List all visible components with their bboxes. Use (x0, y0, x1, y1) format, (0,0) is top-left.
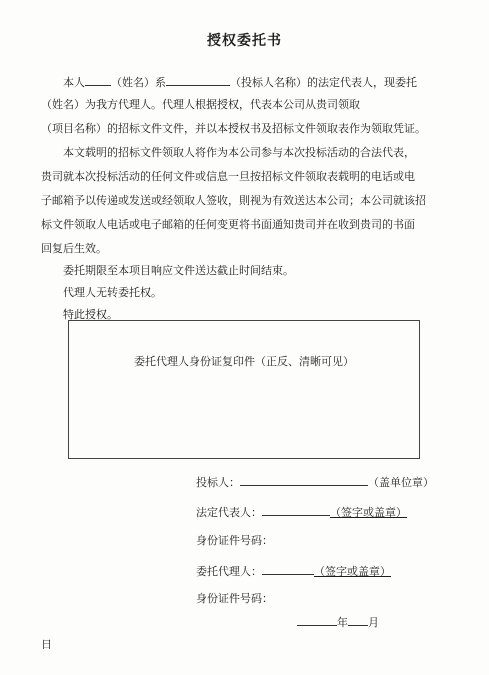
year-blank (297, 614, 337, 626)
bidder-signature-row (196, 474, 434, 490)
para4-no-subdelegation: 代理人无转委托权。 (63, 286, 162, 299)
para1-line2: （姓名）为我方代理人。代理人根据授权，代表本公司从贵司领取 (41, 98, 360, 111)
agent-id-row: 身份证件号码： (196, 592, 273, 605)
agent-sign-note: （签字或盖章） (314, 565, 391, 578)
para3-term: 委托期限至本项目响应文件送达截止时间结束。 (63, 264, 294, 277)
para2-line4: 标文件领取人电话或电子邮箱的任何变更将书面通知贵司并在收到贵司的书面 (41, 218, 415, 231)
para5-hereby-authorize: 特此授权。 (63, 308, 118, 321)
day-label: 日 (41, 638, 52, 651)
bidder-seal-note: （盖单位章） (368, 476, 434, 489)
para2-line3: 子邮箱予以传递或发送或经领取人签收，則视为有效送达本公司；本公司就该招 (41, 194, 426, 207)
date-row (297, 614, 379, 630)
para2-line1: 本文载明的招标文件领取人将作为本公司参与本次投标活动的合法代表， (63, 146, 415, 159)
para1-legal-rep-text: （投标人名称）的法定代表人，现委托 (230, 76, 417, 89)
document-title: 授权委托书 (207, 33, 282, 49)
agent-signature-line (262, 563, 314, 575)
id-copy-box (68, 320, 420, 459)
legal-rep-sign-note: （签字或盖章） (330, 506, 407, 519)
legal-rep-id-row: 身份证件号码： (196, 534, 273, 547)
year-label: 年 (337, 616, 348, 629)
bidder-signature-line (240, 474, 368, 486)
para2-line2: 贵司就本次投标活动的任何文件或信息一旦按招标文件领取表载明的电话或电 (41, 170, 415, 183)
legal-rep-signature-line (262, 504, 330, 516)
agent-label: 委托代理人： (196, 565, 262, 578)
legal-rep-signature-row (196, 504, 407, 520)
month-blank (348, 614, 368, 626)
agent-signature-row (196, 563, 391, 579)
legal-rep-label: 法定代表人： (196, 506, 262, 519)
para1-principal-label: 本人 (63, 76, 85, 89)
month-label: 月 (368, 616, 379, 629)
para1-line3: （项目名称）的招标文件文件，并以本授权书及招标文件领取表作为领取凭证。 (41, 122, 426, 135)
para1-line1 (63, 74, 417, 90)
principal-name-blank (85, 74, 111, 86)
id-copy-box-label: 委托代理人身份证复印件（正反、清晰可见） (134, 355, 354, 368)
bidder-label: 投标人： (196, 476, 240, 489)
para1-name-label: （姓名）系 (111, 76, 166, 89)
para2-line5: 回复后生效。 (41, 242, 107, 255)
bidder-name-blank (166, 74, 230, 86)
